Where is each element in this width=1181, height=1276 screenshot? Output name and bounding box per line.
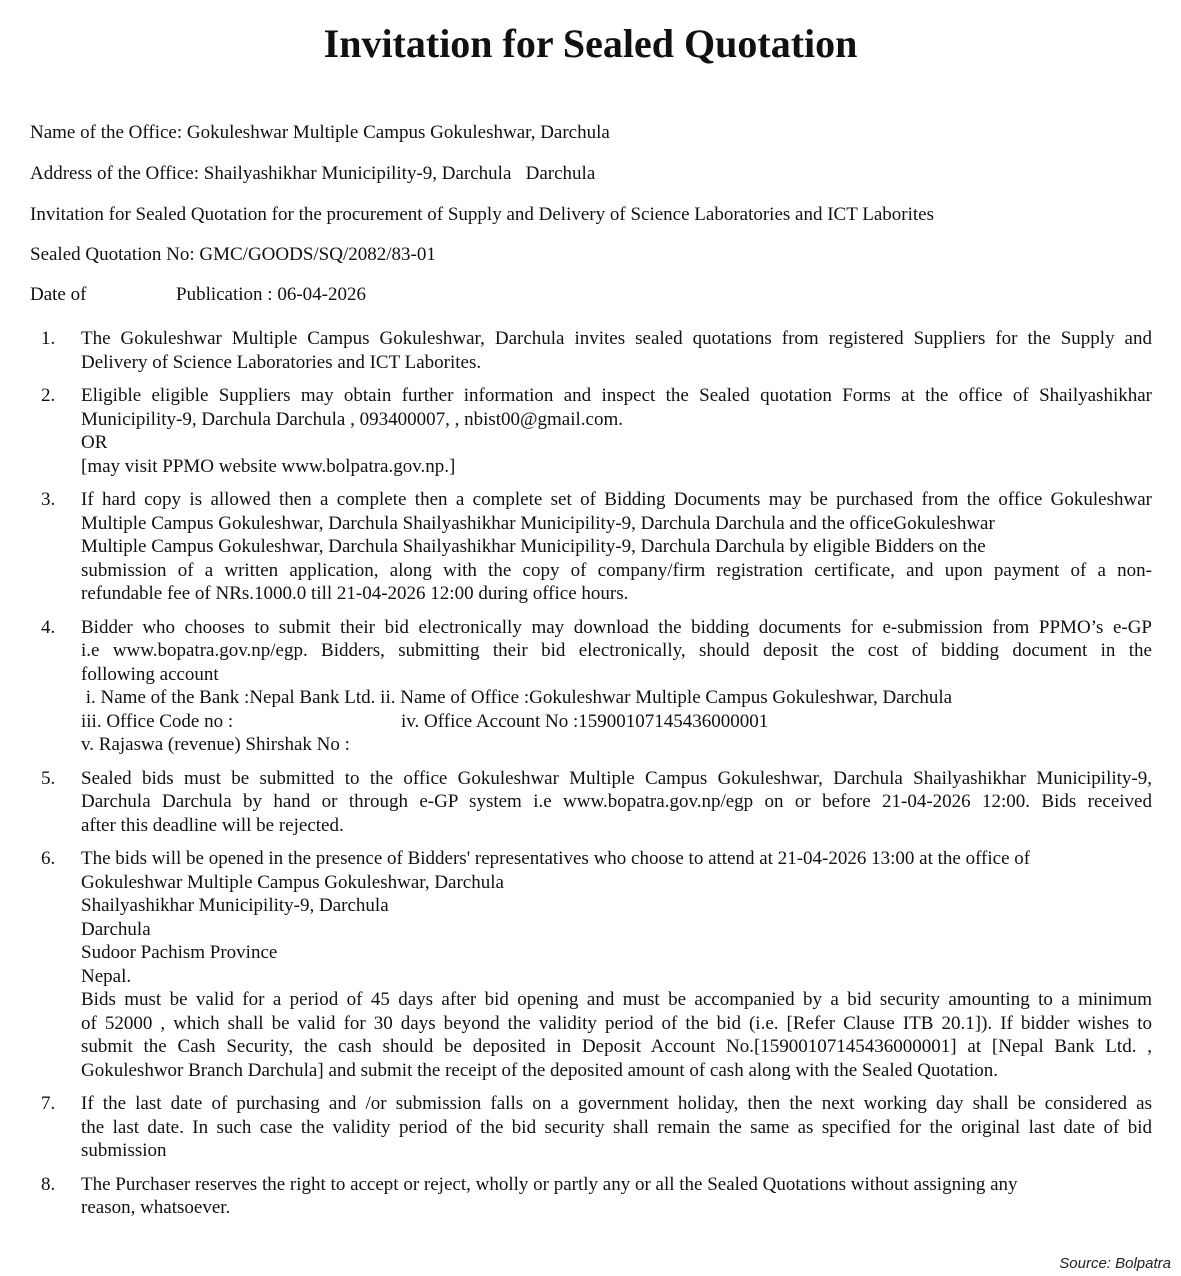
list-item	[0, 1092, 1181, 1163]
item-text	[81, 767, 1152, 838]
text-line: Eligible eligible Suppliers may obtain further information and inspect the Sealed quotation Forms at the office of Shailyashikhar	[81, 385, 1152, 406]
text-line: refundable fee of NRs.1000.0 till 21-04-2026 12:00 during office hours.	[81, 583, 629, 604]
text-line: i.e www.bopatra.gov.np/egp. Bidders, submitting their bid electronically, should deposit the cost of bidding document in the	[81, 640, 1152, 661]
text-line: Bids must be valid for a period of 45 days after bid opening and must be accompanied by a bid security amounting to a minimum	[81, 989, 1152, 1010]
text-line: after this deadline will be rejected.	[81, 814, 344, 836]
item-number: 6.	[41, 848, 56, 869]
list-item	[0, 767, 1181, 838]
item-text	[81, 1092, 1152, 1163]
item-number: 1.	[41, 328, 56, 349]
item-text	[81, 847, 1152, 1082]
list-item	[0, 1173, 1181, 1220]
source-credit: Source: Bolpatra	[1059, 1255, 1171, 1272]
text-line: The Gokuleshwar Multiple Campus Gokuleshwar, Darchula invites sealed quotations from registered Suppliers for the Supply and	[81, 328, 1152, 349]
page-title: Invitation for Sealed Quotation	[323, 21, 858, 66]
date-label: Date of	[30, 284, 87, 305]
list-item	[0, 488, 1181, 606]
text-line: Multiple Campus Gokuleshwar, Darchula Shailyashikhar Municipility-9, Darchula Darchula by eligible Bidders on the	[81, 536, 986, 557]
list-item	[0, 847, 1181, 1082]
text-line: If hard copy is allowed then a complete then a complete set of Bidding Documents may be purchased from the office Gokuleshwar	[81, 489, 1152, 510]
office-address: Address of the Office: Shailyashikhar Municipility-9, Darchula Darchula	[30, 163, 596, 184]
list-item	[0, 384, 1181, 478]
account-rajaswa: v. Rajaswa (revenue) Shirshak No :	[81, 734, 350, 755]
account-bank: i. Name of the Bank :Nepal Bank Ltd. ii. Name of Office :Gokuleshwar Multiple Campus Gokuleshwar, Darchula	[81, 687, 953, 708]
text-line: the last date. In such case the validity period of the bid security shall remain the same as specified for the original last date of bid	[81, 1116, 1152, 1138]
text-line: Darchula	[81, 918, 151, 940]
item-number: 8.	[41, 1173, 56, 1195]
text-line: Gokuleshwar Multiple Campus Gokuleshwar, Darchula	[81, 871, 504, 893]
text-line: submission	[81, 1140, 167, 1161]
list-item	[0, 616, 1181, 757]
item-number: 5.	[41, 767, 56, 789]
text-line: Municipility-9, Darchula Darchula , 093400007, , nbist00@gmail.com.	[81, 408, 624, 430]
text-line: Multiple Campus Gokuleshwar, Darchula Shailyashikhar Municipility-9, Darchula Darchula and the officeGokuleshwar	[81, 512, 995, 534]
invitation-line: Invitation for Sealed Quotation for the procurement of Supply and Delivery of Science Laboratories and ICT Laborites	[30, 204, 934, 225]
terms-list	[0, 327, 1181, 1230]
item-text	[81, 1173, 1152, 1220]
text-line: The Purchaser reserves the right to accept or reject, wholly or partly any or all the Sealed Quotations without assigning any	[81, 1173, 1018, 1195]
publication-date: Publication : 06-04-2026	[176, 284, 366, 305]
text-line: Darchula Darchula by hand or through e-GP system i.e www.bopatra.gov.np/egp on or before 21-04-2026 12:00. Bids received	[81, 791, 1152, 812]
text-line: The bids will be opened in the presence of Bidders' representatives who choose to attend at 21-04-2026 13:00 at the office of	[81, 848, 1031, 869]
text-line: submit the Cash Security, the cash should be deposited in Deposit Account No.[15900107145436000001] at [Nepal Bank Ltd. ,	[81, 1036, 1152, 1057]
item-text	[81, 327, 1152, 374]
text-line: Sealed bids must be submitted to the office Gokuleshwar Multiple Campus Gokuleshwar, Darchula Shailyashikhar Municipility-9,	[81, 767, 1152, 789]
text-line: reason, whatsoever.	[81, 1197, 231, 1218]
office-name: Name of the Office: Gokuleshwar Multiple Campus Gokuleshwar, Darchula	[30, 122, 610, 143]
text-line: Nepal.	[81, 965, 132, 987]
text-line: Delivery of Science Laboratories and ICT Laborites.	[81, 351, 482, 373]
text-line: [may visit PPMO website www.bolpatra.gov.np.]	[81, 455, 456, 477]
text-line: If the last date of purchasing and /or submission falls on a government holiday, then the next working day shall be considered as	[81, 1093, 1152, 1114]
item-text	[81, 384, 1152, 478]
account-office-code: iii. Office Code no :	[81, 710, 234, 732]
text-line: of 52000 , which shall be valid for 30 days beyond the validity period of the bid (i.e. [Refer Clause ITB 20.1]). If bidder wishes to	[81, 1012, 1152, 1034]
item-number: 3.	[41, 489, 56, 510]
text-line: Shailyashikhar Municipility-9, Darchula	[81, 895, 389, 916]
text-line: following account	[81, 663, 219, 685]
item-text	[81, 488, 1152, 606]
list-item	[0, 327, 1181, 374]
text-line: OR	[81, 432, 108, 453]
item-text	[81, 616, 1152, 757]
account-row	[81, 710, 1152, 734]
text-line: Sudoor Pachism Province	[81, 942, 278, 963]
text-line: Gokuleshwor Branch Darchula] and submit the receipt of the deposited amount of cash along with the Sealed Quotation.	[81, 1059, 999, 1081]
item-number: 2.	[41, 385, 56, 406]
account-account-no: iv. Office Account No :15900107145436000001	[401, 710, 769, 732]
item-number: 4.	[41, 616, 56, 638]
item-number: 7.	[41, 1093, 56, 1114]
text-line: Bidder who chooses to submit their bid electronically may download the bidding documents for e-submission from PPMO’s e-GP	[81, 616, 1152, 638]
quotation-number: Sealed Quotation No: GMC/GOODS/SQ/2082/83-01	[30, 244, 436, 265]
text-line: submission of a written application, along with the copy of company/firm registration certificate, and upon payment of a non-	[81, 559, 1152, 581]
